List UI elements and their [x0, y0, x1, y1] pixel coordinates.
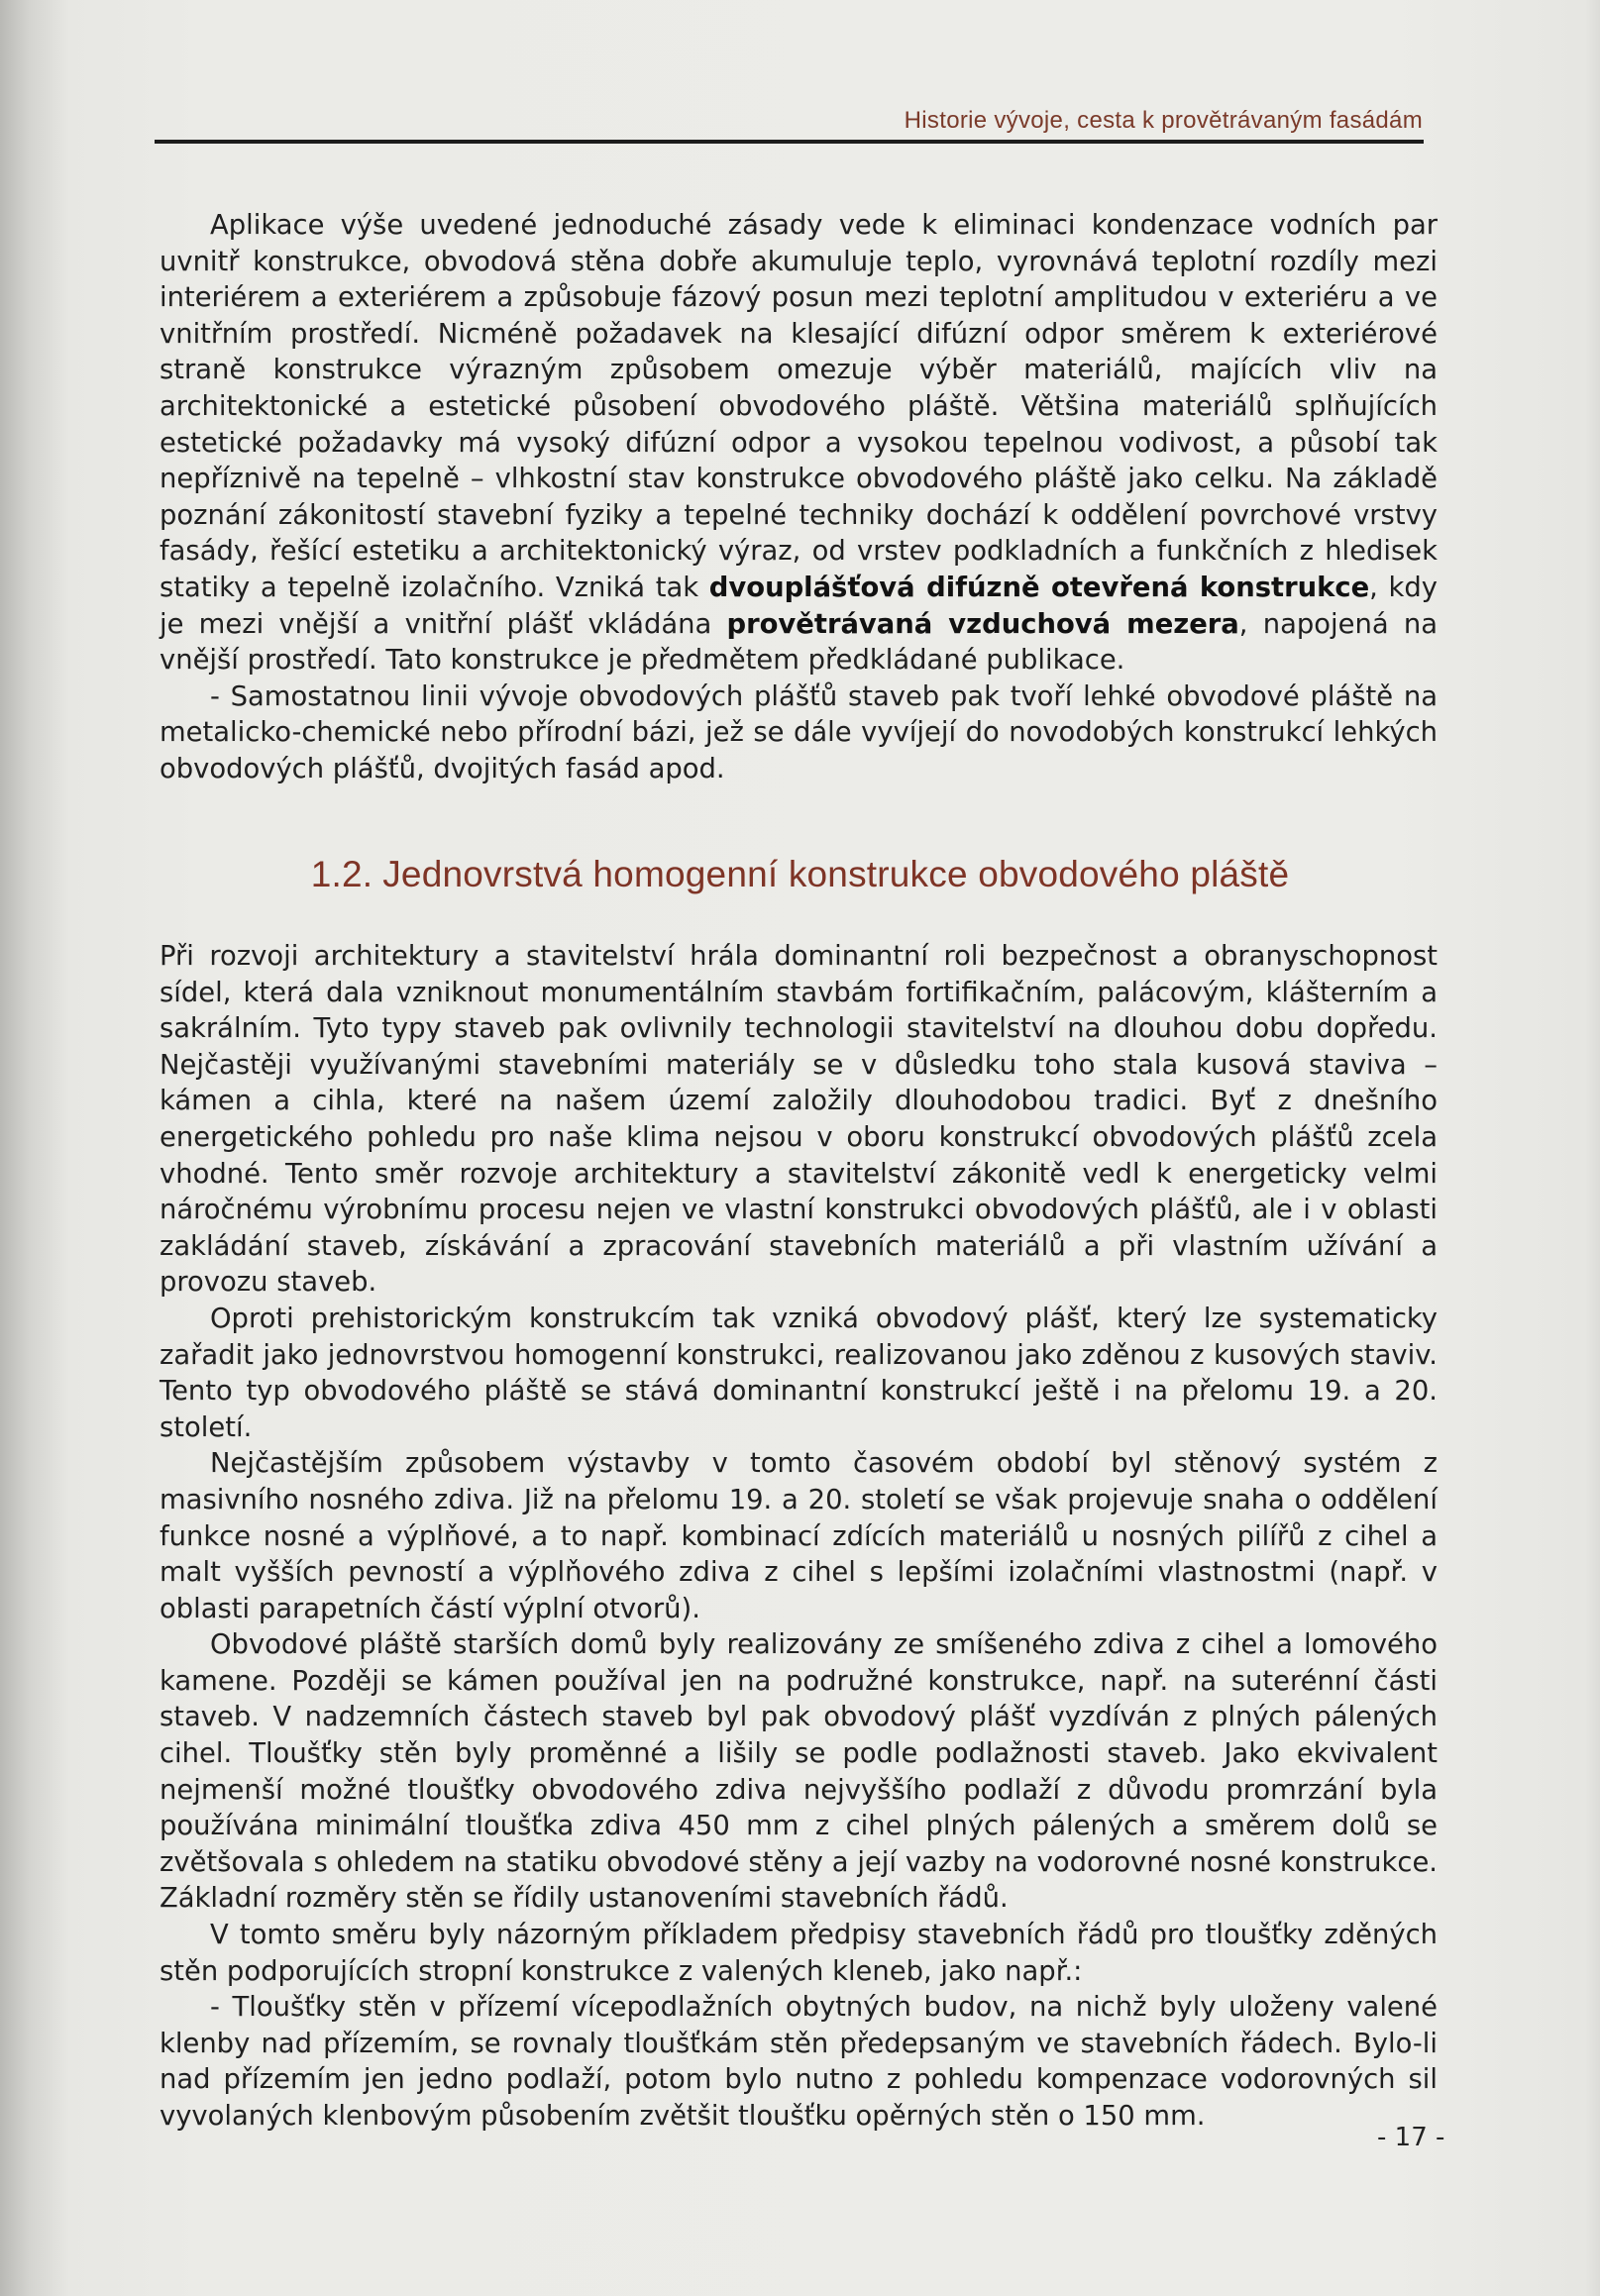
section-paragraph: Obvodové pláště starších domů byly realizovány ze smíšeného zdiva z cihel a lomového kamene. Později se kámen používal jen na podružné konstrukce, např. na suterénní části staveb. V nadzemních částech staveb byl pak obvodový plášť vyzdíván z plných pálených cihel. Tloušťky stěn byly proměnné a lišily se podle podlažnosti staveb. Jako ekvivalent nejmenší možné tloušťky obvodového zdiva nejvyššího podlaží z důvodu promrzání byla používána minimální tloušťka zdiva 450 mm z cihel plných pálených a směrem dolů se zvětšovala s ohledem na statiku obvodové stěny a její vazby na vodorovné nosné konstrukce. Základní rozměry stěn se řídily ustanoveními stavebních řádů. — [160, 1629, 1438, 1915]
section-body — [160, 939, 1438, 2136]
section-paragraph: - Tloušťky stěn v přízemí vícepodlažních obytných budov, na nichž byly uloženy valené klenby nad přízemím, se rovnaly tloušťkám stěn předepsaným ve stavebních řádech. Bylo-li nad přízemím jen jedno podlaží, potom bylo nutno z pohledu kompenzace vodorovných sil vyvolaných klenbovým působením zvětšit tloušťku opěrných stěn o 150 mm. — [160, 1992, 1438, 2132]
section-number: 1.2. — [310, 854, 373, 894]
intro-text — [160, 208, 1438, 788]
section-paragraph: Při rozvoji architektury a stavitelství hrála dominantní roli bezpečnost a obranyschopnost sídel, která dala vzniknout monumentálním stavbám fortifikačním, palácovým, klášterním a sakrálním. Tyto typy staveb pak ovlivnily technologii stavitelství na dlouhou dobu dopředu. Nejčastěji využívanými stavebními materiály se v důsledku toho stala kusová staviva – kámen a cihla, které na našem území založily dlouhodobou tradici. Byť z dnešního energetického pohledu pro naše klima nejsou v oboru konstrukcí obvodových plášťů zcela vhodné. Tento směr rozvoje architektury a stavitelství zákonitě vedl k energeticky velmi náročnému výrobnímu procesu nejen ve vlastní konstrukci obvodových plášťů, ale i v oblasti zakládání staveb, získávání a zpracování stavebních materiálů a při vlastním užívání a provozu staveb. — [160, 941, 1438, 1299]
section-paragraph: Nejčastějším způsobem výstavby v tomto časovém období byl stěnový systém z masivního nosného zdiva. Již na přelomu 19. a 20. století se však projevuje snaha o oddělení funkce nosné a výplňové, a to např. kombinací zdících materiálů u nosných pilířů z cihel a malt vyšších pevností a výplňového zdiva z cihel s lepšími izolačními vlastnostmi (např. v oblasti parapetních částí výplní otvorů). — [160, 1448, 1438, 1624]
intro-paragraph — [160, 208, 1438, 679]
bold-term: dvouplášťová difúzně otevřená konstrukce — [708, 572, 1370, 603]
bold-term: provětrávaná vzduchová mezera — [726, 608, 1239, 640]
running-header: Historie vývoje, cesta k provětrávaným fasádám — [904, 107, 1423, 134]
section-paragraph: V tomto směru byly názorným příkladem předpisy stavebních řádů pro tloušťky zděných stěn podporujících stropní konstrukce z valených kleneb, jako např.: — [160, 1920, 1438, 1987]
intro-paragraph: - Samostatnou linii vývoje obvodových plášťů staveb pak tvoří lehké obvodové pláště na metalicko-chemické nebo přírodní bázi, jež se dále vyvíjejí do novodobých konstrukcí lehkých obvodových plášťů, dvojitých fasád apod. — [160, 680, 1438, 784]
section-title: Jednovrstvá homogenní konstrukce obvodového pláště — [382, 854, 1290, 894]
intro-text-run: , kdy je mezi vnější a vnitřní plášť vkládána — [160, 572, 1438, 640]
intro-text-run: Aplikace výše uvedené jednoduché zásady vede k eliminaci kondenzace vodních par uvnitř konstrukce, obvodová stěna dobře akumuluje teplo, vyrovnává teplotní rozdíly mezi interiérem a exteriérem a způsobuje fázový posun mezi teplotní amplitudou v exteriéru a ve vnitřním prostředí. Nicméně požadavek na klesající difúzní odpor směrem k exteriérové straně konstrukce výrazným způsobem omezuje výběr materiálů, majících vliv na architektonické a estetické působení obvodového pláště. Většina materiálů splňujících estetické požadavky má vysoký difúzní odpor a vysokou tepelnou vodivost, a působí tak nepříznivě na tepelně – vlhkostní stav konstrukce obvodového pláště jako celku. Na základě poznání zákonitostí stavební fyziky a tepelné techniky dochází k oddělení povrchové vrstvy fasády, řešící estetiku a architektonický výraz, od vrstev podkladních a funkčních z hledisek statiky a tepelně izolačního. Vzniká tak — [160, 210, 1438, 603]
intro-text-run: , napojená na vnější prostředí. Tato konstrukce je předmětem předkládané publikace. — [160, 608, 1438, 677]
section-paragraph: Oproti prehistorickým konstrukcím tak vzniká obvodový plášť, který lze systematicky zařadit jako jednovrstvou homogenní konstrukci, realizovanou jako zděnou z kusových staviv. Tento typ obvodového pláště se stává dominantní konstrukcí ještě i na přelomu 19. a 20. století. — [160, 1303, 1438, 1443]
header-rule — [155, 140, 1424, 144]
section-heading — [0, 854, 1600, 895]
page-number: - 17 - — [1377, 2123, 1445, 2152]
